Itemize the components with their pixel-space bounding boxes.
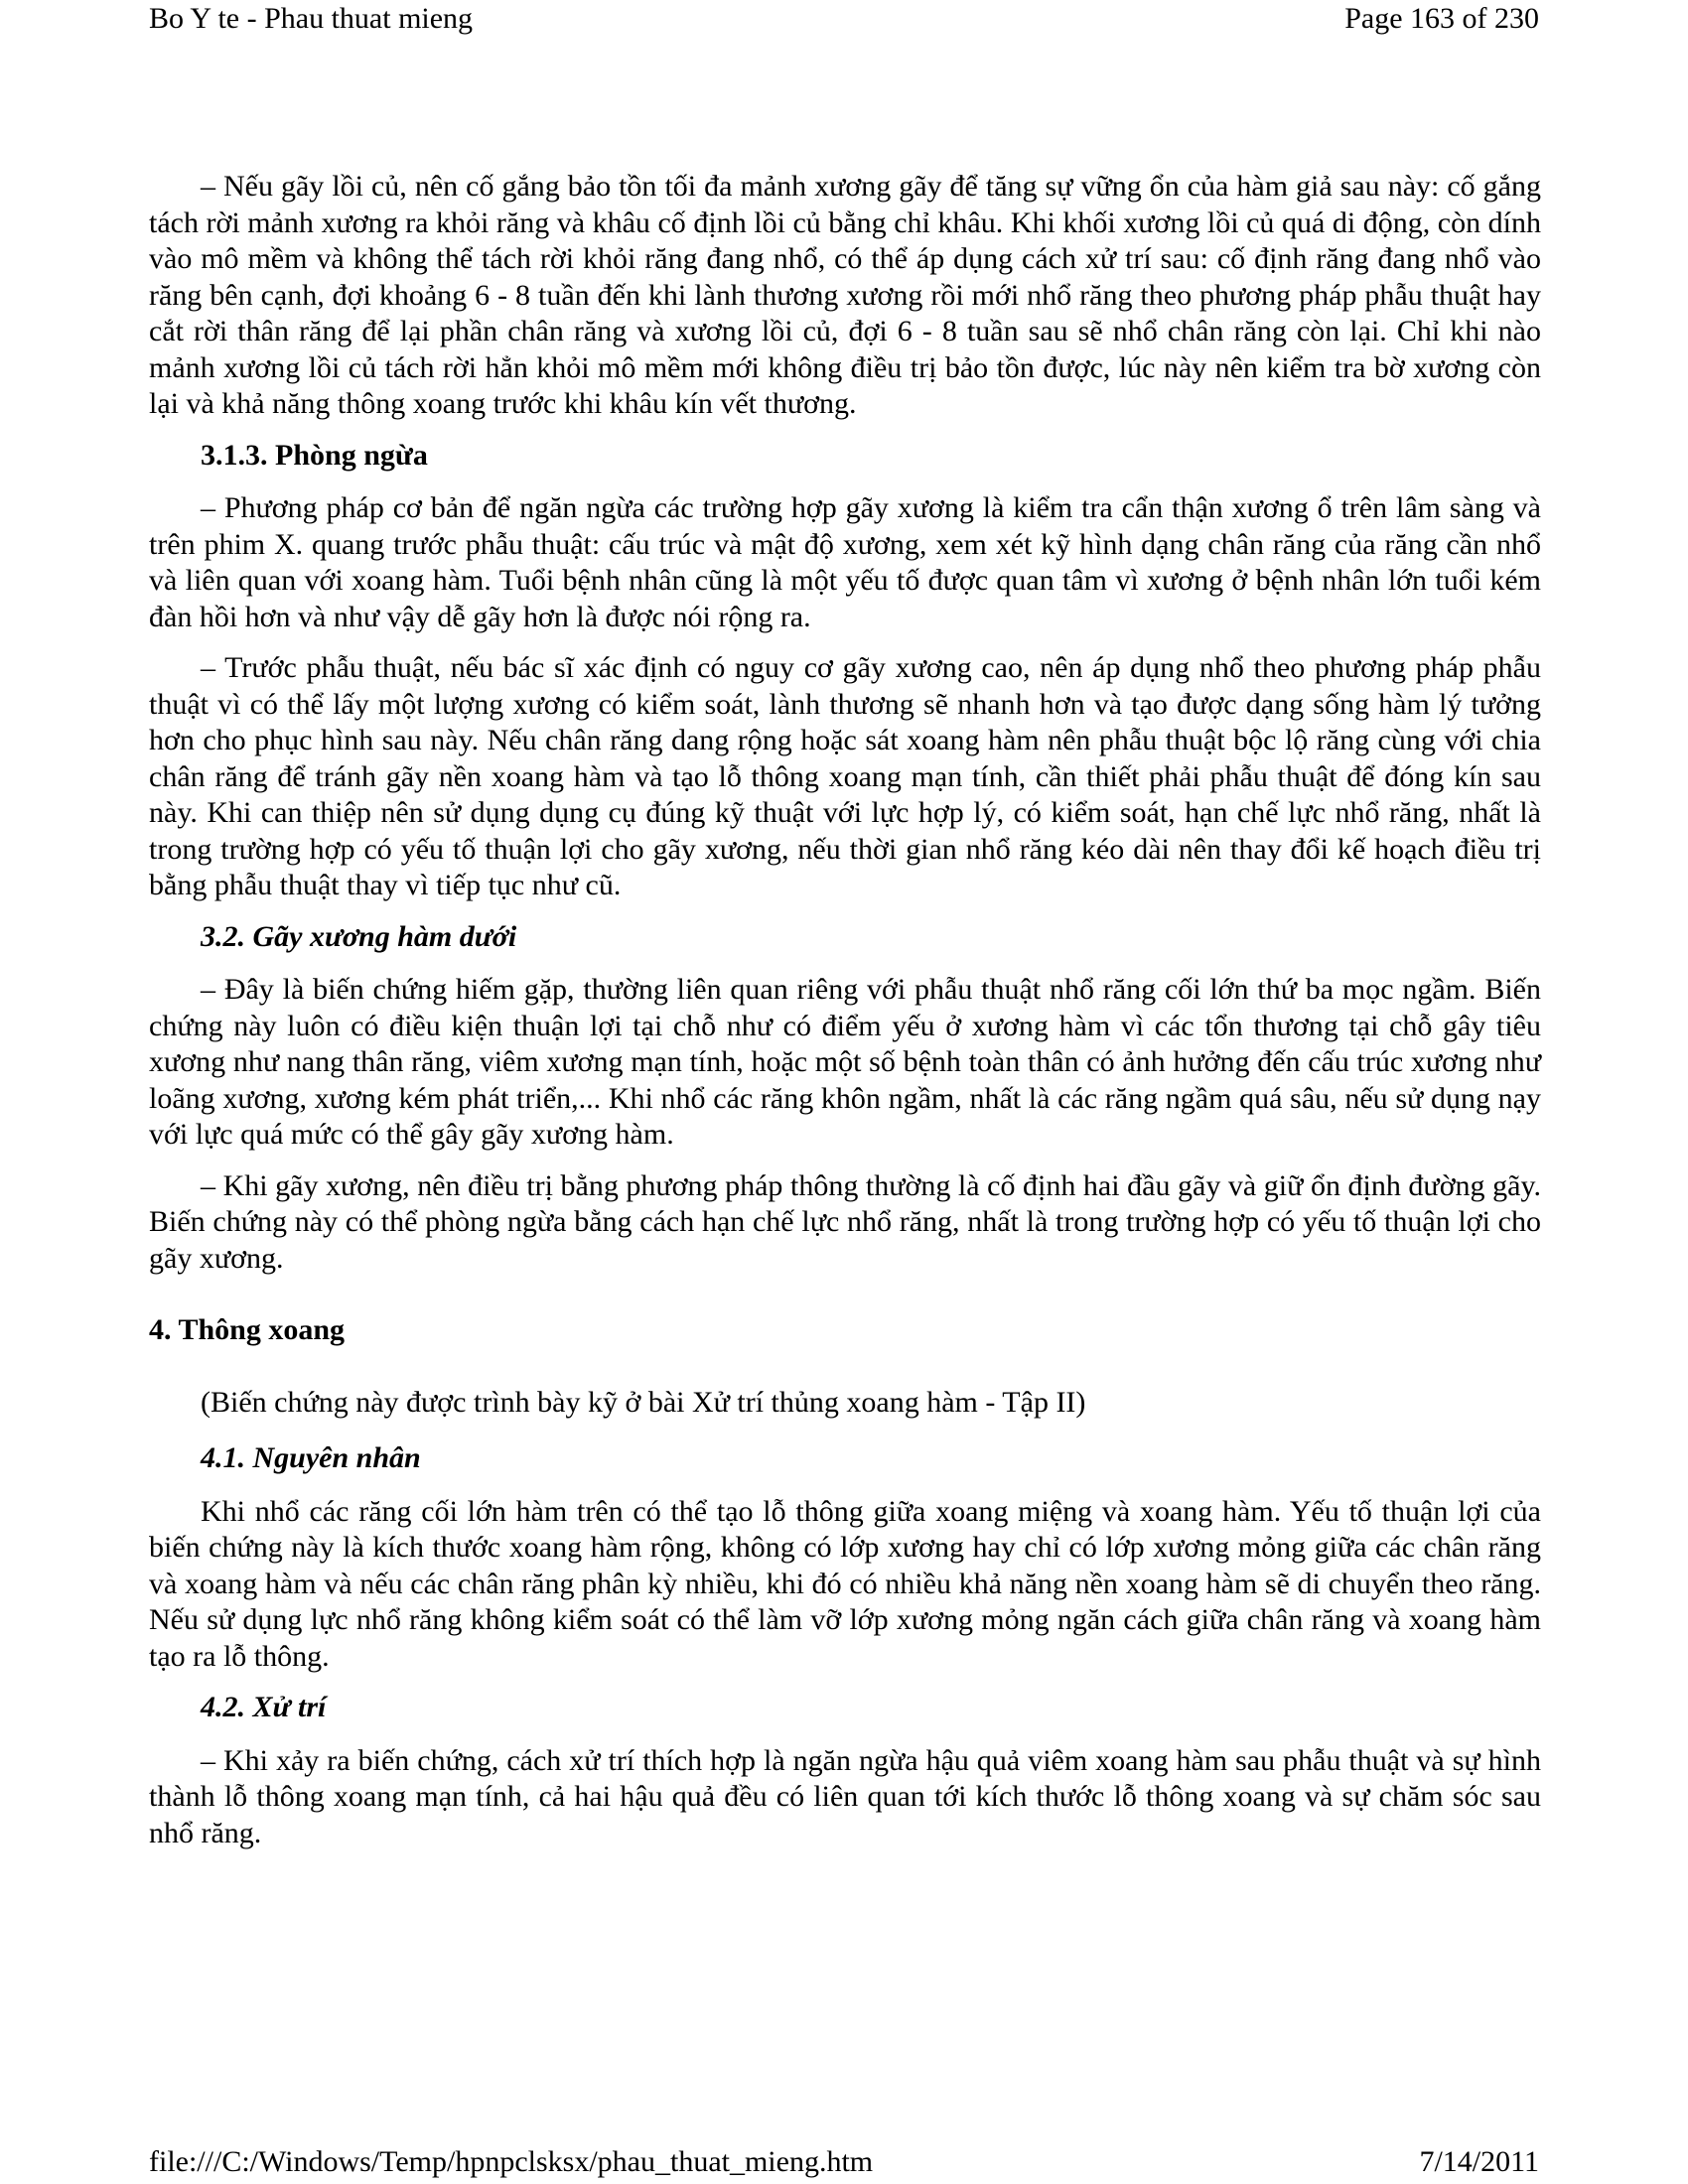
paragraph: Khi nhổ các răng cối lớn hàm trên có thể tạo lỗ thông giữa xoang miệng và xoang hàm. Yếu tố thuận lợi của biến chứng này là kích thước xoang hàm rộng, không có lớp xương hay chỉ có lớp xương mỏng giữa các chân răng và xoang hàm và nếu các chân răng phân kỳ nhiều, khi đó có nhiều khả năng nền xoang hàm sẽ di chuyển theo răng. Nếu sử dụng lực nhổ răng không kiểm soát có thể làm vỡ lớp xương mỏng ngăn cách giữa chân răng và xoang hàm tạo ra lỗ thông. [149, 1494, 1541, 1673]
paragraph: – Khi xảy ra biến chứng, cách xử trí thích hợp là ngăn ngừa hậu quả viêm xoang hàm sau phẫu thuật và sự hình thành lỗ thông xoang mạn tính, cả hai hậu quả đều có liên quan tới kích thước lỗ thông xoang và sự chăm sóc sau nhổ răng. [149, 1743, 1541, 1849]
paragraph: – Khi gãy xương, nên điều trị bằng phương pháp thông thường là cố định hai đầu gãy và giữ ổn định đường gãy. Biến chứng này có thể phòng ngừa bằng cách hạn chế lực nhổ răng, nhất là trong trường hợp có yếu tố thuận lợi cho gãy xương. [149, 1168, 1541, 1275]
cross-reference-note: (Biến chứng này được trình bày kỹ ở bài Xử trí thủng xoang hàm - Tập II) [201, 1385, 1086, 1419]
page-number: Page 163 of 230 [1344, 2, 1539, 35]
print-date: 7/14/2011 [1419, 2145, 1539, 2178]
file-path: file:///C:/Windows/Temp/hpnpclsksx/phau_thuat_mieng.htm [149, 2145, 874, 2178]
section-heading-4-2: 4.2. Xử trí [201, 1691, 327, 1723]
document-title: Bo Y te - Phau thuat mieng [149, 2, 474, 35]
paragraph: – Phương pháp cơ bản để ngăn ngừa các trường hợp gãy xương là kiểm tra cẩn thận xương ổ trên lâm sàng và trên phim X. quang trước phẫu thuật: cấu trúc và mật độ xương, xem xét kỹ hình dạng chân răng của răng cần nhổ và liên quan với xoang hàm. Tuổi bệnh nhân cũng là một yếu tố được quan tâm vì xương ở bệnh nhân lớn tuổi kém đàn hồi hơn và như vậy dễ gãy hơn là được nói rộng ra. [149, 491, 1541, 633]
document-body [149, 169, 1541, 1866]
page-header [149, 0, 1539, 44]
page-footer [149, 2144, 1539, 2184]
section-heading-4-1: 4.1. Nguyên nhân [201, 1441, 421, 1474]
paragraph: – Đây là biến chứng hiếm gặp, thường liên quan riêng với phẫu thuật nhổ răng cối lớn thứ ba mọc ngầm. Biến chứng này luôn có điều kiện thuận lợi tại chỗ như có điểm yếu ở xương hàm vì các tổn thương tại chỗ gây tiêu xương như nang thân răng, viêm xương mạn tính, hoặc một số bệnh toàn thân có ảnh hưởng đến cấu trúc xương như loãng xương, xương kém phát triển,... Khi nhổ các răng khôn ngầm, nhất là các răng ngầm quá sâu, nếu sử dụng nạy với lực quá mức có thể gây gãy xương hàm. [149, 973, 1541, 1151]
section-heading-4: 4. Thông xoang [149, 1313, 346, 1346]
paragraph: – Trước phẫu thuật, nếu bác sĩ xác định có nguy cơ gãy xương cao, nên áp dụng nhổ theo phương pháp phẫu thuật vì có thể lấy một lượng xương có kiểm soát, lành thương sẽ nhanh hơn và tạo được dạng sống hàm lý tưởng hơn cho phục hình sau này. Nếu chân răng dang rộng hoặc sát xoang hàm nên phẫu thuật bộc lộ răng cùng với chia chân răng để tránh gãy nền xoang hàm và tạo lỗ thông xoang mạn tính, cần thiết phải phẫu thuật để đóng kín sau này. Khi can thiệp nên sử dụng dụng cụ đúng kỹ thuật với lực hợp lý, có kiểm soát, hạn chế lực nhổ răng, nhất là trong trường hợp có yếu tố thuận lợi cho gãy xương, nếu thời gian nhổ răng kéo dài nên thay đổi kế hoạch điều trị bằng phẫu thuật thay vì tiếp tục như cũ. [149, 651, 1541, 901]
paragraph: – Nếu gãy lồi củ, nên cố gắng bảo tồn tối đa mảnh xương gãy để tăng sự vững ổn của hàm giả sau này: cố gắng tách rời mảnh xương ra khỏi răng và khâu cố định lồi củ bằng chỉ khâu. Khi khối xương lồi củ quá di động, còn dính vào mô mềm và không thể tách rời khỏi răng đang nhổ, có thể áp dụng cách xử trí sau: cố định răng đang nhổ vào răng bên cạnh, đợi khoảng 6 - 8 tuần đến khi lành thương xương rồi mới nhổ răng theo phương pháp phẫu thuật hay cắt rời thân răng để lại phần chân răng và xương lồi củ, đợi 6 - 8 tuần sau sẽ nhổ chân răng còn lại. Chỉ khi nào mảnh xương lồi củ tách rời hẳn khỏi mô mềm mới không điều trị bảo tồn được, lúc này nên kiểm tra bờ xương còn lại và khả năng thông xoang trước khi khâu kín vết thương. [149, 170, 1541, 420]
section-heading-3-2: 3.2. Gãy xương hàm dưới [201, 919, 517, 953]
section-heading-3-1-3: 3.1.3. Phòng ngừa [201, 438, 428, 472]
